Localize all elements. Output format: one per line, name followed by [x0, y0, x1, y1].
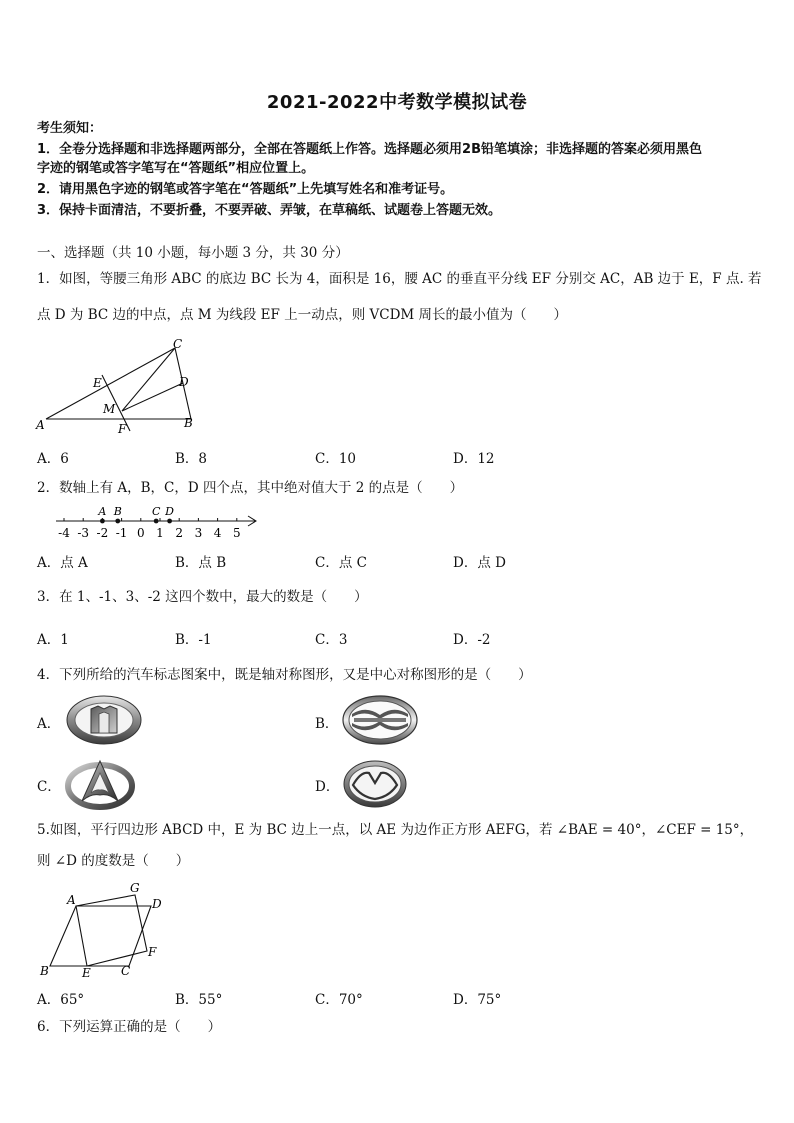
q1-triangle-figure — [34, 338, 204, 438]
q1-option-b[interactable]: B．8 — [175, 451, 208, 467]
number-line-tick-label: 0 — [136, 526, 145, 540]
q4-option-c[interactable]: C． — [37, 779, 61, 795]
number-line-point-d — [167, 519, 172, 524]
number-line-tick-label: -1 — [115, 526, 128, 540]
q3-option-c[interactable]: C．3 — [315, 632, 348, 648]
q3-option-d[interactable]: D．-2 — [453, 632, 491, 648]
q1-label-f: F — [118, 422, 127, 436]
q1-label-a: A — [36, 418, 45, 432]
q2-number-line — [52, 503, 264, 543]
q2-option-b[interactable]: B．点 B — [175, 555, 227, 571]
q3-option-a[interactable]: A．1 — [37, 632, 69, 648]
number-line-point-c — [154, 519, 159, 524]
notice-heading: 考生须知： — [37, 121, 103, 136]
q2-option-d[interactable]: D．点 D — [453, 555, 506, 571]
q1-label-b: B — [184, 416, 193, 430]
number-line-tick-label: -3 — [77, 526, 90, 540]
q1-option-a[interactable]: A．6 — [37, 451, 69, 467]
number-line-point-a — [100, 519, 105, 524]
number-line-point-label-c: C — [151, 505, 161, 518]
notice-line-1: 1．全卷分选择题和非选择题两部分，全部在答题纸上作答。选择题必须用2B铅笔填涂；非选择题的答案必须用黑色 — [37, 142, 703, 157]
q5-label-f: F — [148, 945, 157, 959]
q4-option-b[interactable]: B． — [315, 716, 339, 732]
q2-stem: 2．数轴上有 A，B，C，D 四个点，其中绝对值大于 2 的点是（ ） — [37, 480, 464, 496]
q4-stem: 4．下列所给的汽车标志图案中，既是轴对称图形，又是中心对称图形的是（ ） — [37, 667, 532, 683]
q5-stem-line-1: 5.如图，平行四边形 ABCD 中，E 为 BC 边上一点，以 AE 为边作正方形 AEFG，若 ∠BAE = 40°，∠CEF = 15°， — [37, 822, 754, 838]
number-line-tick-label: 1 — [156, 526, 164, 540]
q1-label-c: C — [173, 338, 183, 351]
number-line-tick-label: -2 — [96, 526, 109, 540]
number-line-tick-label: -4 — [58, 526, 70, 540]
q3-stem: 3．在 1、-1、3、-2 这四个数中，最大的数是（ ） — [37, 589, 368, 605]
q1-stem-line-1: 1．如图，等腰三角形 ABC 的底边 BC 长为 4，面积是 16，腰 AC 的垂直平分线 EF 分别交 AC，AB 边于 E，F 点. 若 — [37, 271, 762, 287]
number-line-point-label-b: B — [113, 505, 122, 518]
number-line-tick-label: 4 — [213, 526, 222, 540]
number-line-tick-label: 5 — [232, 526, 241, 540]
q5-stem-line-2: 则 ∠D 的度数是（ ） — [37, 853, 190, 869]
q1-label-m: M — [103, 402, 116, 416]
q3-option-b[interactable]: B．-1 — [175, 632, 212, 648]
q5-label-e: E — [82, 966, 91, 980]
chana-logo-icon — [64, 755, 136, 811]
q2-option-c[interactable]: C．点 C — [315, 555, 367, 571]
q1-label-d: D — [179, 375, 189, 389]
q4-option-a[interactable]: A． — [37, 716, 61, 732]
q1-stem-line-2: 点 D 为 BC 边的中点，点 M 为线段 EF 上一动点，则 VCDM 周长的最小值为（ ） — [37, 307, 568, 323]
q5-label-a: A — [67, 893, 76, 907]
notice-line-2: 字迹的钢笔或答字笔写在“答题纸”相应位置上。 — [37, 161, 315, 176]
q1-label-e: E — [93, 376, 102, 390]
great-wall-logo-icon — [64, 693, 144, 747]
exam-title: 2021-2022中考数学模拟试卷 — [266, 92, 528, 113]
number-line-tick-label: 3 — [194, 526, 203, 540]
q4-option-d[interactable]: D． — [315, 779, 340, 795]
number-line-point-b — [115, 519, 120, 524]
number-line-tick-label: 2 — [175, 526, 184, 540]
number-line-point-label-a: A — [98, 505, 107, 518]
q5-option-a[interactable]: A．65° — [37, 992, 85, 1008]
q5-label-c: C — [121, 964, 131, 978]
q1-option-c[interactable]: C．10 — [315, 451, 357, 467]
q2-option-a[interactable]: A．点 A — [37, 555, 88, 571]
q5-parallelogram-figure — [34, 880, 174, 980]
section-heading: 一、选择题（共 10 小题，每小题 3 分，共 30 分） — [37, 245, 349, 261]
notice-line-3: 2．请用黑色字迹的钢笔或答字笔在“答题纸”上先填写姓名和准考证号。 — [37, 182, 454, 197]
q1-option-d[interactable]: D．12 — [453, 451, 495, 467]
number-line-point-label-d: D — [165, 505, 175, 518]
q5-label-b: B — [40, 964, 49, 978]
notice-line-4: 3．保持卡面清洁，不要折叠，不要弄破、弄皱，在草稿纸、试题卷上答题无效。 — [37, 203, 502, 218]
q5-option-c[interactable]: C．70° — [315, 992, 363, 1008]
hino-logo-icon — [340, 693, 420, 747]
q5-option-d[interactable]: D．75° — [453, 992, 502, 1008]
q5-label-g: G — [130, 881, 140, 895]
q5-label-d: D — [152, 897, 162, 911]
q6-stem: 6．下列运算正确的是（ ） — [37, 1019, 222, 1035]
mazda-logo-icon — [341, 757, 409, 811]
q5-option-b[interactable]: B．55° — [175, 992, 223, 1008]
